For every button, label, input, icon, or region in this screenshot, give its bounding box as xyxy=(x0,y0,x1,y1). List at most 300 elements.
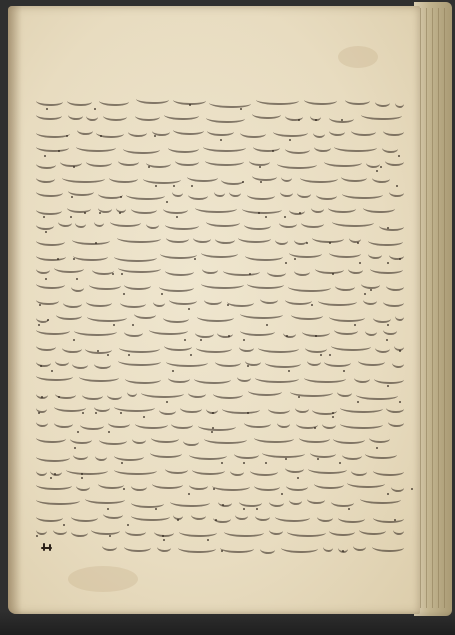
ink-word xyxy=(249,156,271,166)
ink-word xyxy=(373,466,404,476)
ink-word xyxy=(187,172,218,182)
ink-word xyxy=(338,513,365,523)
manuscript-line xyxy=(36,400,404,414)
ink-word xyxy=(239,497,262,507)
ink-word xyxy=(192,465,226,475)
ink-word xyxy=(277,418,290,428)
ink-word xyxy=(369,433,390,443)
ink-word xyxy=(36,279,65,289)
manuscript-line xyxy=(36,307,404,321)
manuscript-line xyxy=(36,200,404,214)
ink-word xyxy=(288,282,330,292)
ink-word xyxy=(235,510,248,520)
ink-word xyxy=(80,420,104,430)
ink-word xyxy=(255,373,299,383)
ink-word xyxy=(342,189,382,199)
ink-word xyxy=(203,142,246,152)
manuscript-line xyxy=(36,430,404,444)
ink-word xyxy=(95,451,107,461)
ink-word xyxy=(250,466,278,476)
manuscript-line xyxy=(36,261,404,275)
ink-word xyxy=(289,495,302,505)
ink-word xyxy=(36,159,56,169)
ink-word xyxy=(349,233,361,243)
ink-word xyxy=(209,98,251,108)
ink-word xyxy=(363,203,394,213)
ink-word xyxy=(196,343,232,353)
ink-word xyxy=(131,511,169,521)
ink-word xyxy=(124,327,143,337)
ink-word xyxy=(286,481,308,491)
ink-word xyxy=(239,342,254,352)
manuscript-line xyxy=(36,492,404,506)
ink-word xyxy=(166,357,208,367)
ink-word xyxy=(53,525,67,535)
ink-word xyxy=(89,280,120,290)
ink-word xyxy=(36,128,70,138)
ink-word xyxy=(304,95,337,105)
ink-word xyxy=(224,527,264,537)
ink-word xyxy=(36,251,66,261)
ink-word xyxy=(234,449,258,459)
ink-word xyxy=(193,233,211,243)
ink-word xyxy=(201,248,238,258)
ink-word xyxy=(354,373,370,383)
manuscript-line xyxy=(36,523,404,537)
ink-word xyxy=(58,217,73,227)
ink-word xyxy=(36,313,49,323)
ink-word xyxy=(313,128,326,138)
ink-word xyxy=(54,418,73,428)
ink-word xyxy=(67,96,92,106)
ink-word xyxy=(36,96,63,106)
ink-word xyxy=(66,465,109,475)
ink-word xyxy=(141,388,184,398)
ink-word xyxy=(373,513,404,523)
scan-shadow xyxy=(0,611,455,635)
manuscript-line xyxy=(36,123,404,137)
ink-word xyxy=(206,113,245,123)
ink-word xyxy=(317,512,333,522)
manuscript-line xyxy=(36,107,404,121)
ink-word xyxy=(114,465,157,475)
manuscript-line xyxy=(36,215,404,229)
ink-word xyxy=(36,417,48,427)
ink-word xyxy=(318,296,356,306)
ink-word xyxy=(50,466,62,476)
ink-word xyxy=(248,386,282,396)
ink-word xyxy=(365,326,377,336)
ink-word xyxy=(124,542,151,552)
ink-word xyxy=(395,98,404,108)
ink-word xyxy=(36,525,47,535)
ink-word xyxy=(389,250,404,260)
ink-word xyxy=(159,282,194,292)
manuscript-line xyxy=(36,169,404,183)
manuscript-line xyxy=(36,369,404,383)
ink-word xyxy=(36,110,62,120)
ink-word xyxy=(71,527,88,537)
ink-word xyxy=(256,95,298,105)
ink-word xyxy=(72,359,88,369)
ink-word xyxy=(206,217,240,227)
ink-word xyxy=(36,371,73,381)
ink-word xyxy=(395,311,404,321)
ink-word xyxy=(301,218,324,228)
ink-word xyxy=(269,497,285,507)
manuscript-line xyxy=(36,461,404,475)
ink-word xyxy=(334,142,377,152)
ink-word xyxy=(170,497,210,507)
ink-word xyxy=(279,218,297,228)
ink-word xyxy=(72,235,110,245)
manuscript-line xyxy=(36,476,404,490)
ink-word xyxy=(36,466,47,476)
ink-word xyxy=(125,526,146,536)
ink-word xyxy=(329,113,355,123)
ink-word xyxy=(245,356,261,366)
ink-word xyxy=(314,479,344,489)
ink-word xyxy=(76,481,90,491)
ink-word xyxy=(74,326,117,336)
manuscript-line xyxy=(36,184,404,198)
ink-word xyxy=(173,125,204,135)
ink-word xyxy=(131,481,146,491)
ink-word xyxy=(323,542,333,552)
ink-word xyxy=(131,204,156,214)
ink-word xyxy=(245,251,282,261)
ink-word xyxy=(82,390,103,400)
ink-word xyxy=(60,157,82,167)
ink-word xyxy=(361,110,401,120)
ink-word xyxy=(294,266,310,276)
ink-word xyxy=(220,543,254,553)
ink-word xyxy=(124,280,151,290)
ink-word xyxy=(308,464,348,474)
ink-word xyxy=(331,497,354,507)
ink-word xyxy=(165,464,188,474)
ink-word xyxy=(312,233,344,243)
ink-word xyxy=(289,248,322,258)
ink-word xyxy=(358,356,384,366)
ink-word xyxy=(102,541,117,551)
ink-word xyxy=(329,312,365,322)
ink-word xyxy=(94,402,110,412)
ink-word xyxy=(383,297,404,307)
manuscript-line xyxy=(36,353,404,367)
ink-word xyxy=(54,402,87,412)
ink-word xyxy=(289,205,305,215)
manuscript-line xyxy=(36,246,404,260)
ink-word xyxy=(212,481,250,491)
ink-word xyxy=(165,266,195,276)
ink-word xyxy=(332,217,374,227)
ink-word xyxy=(314,142,331,152)
ink-word xyxy=(345,95,370,105)
ink-word xyxy=(267,267,286,277)
ink-word xyxy=(218,497,232,507)
ink-word xyxy=(215,234,234,244)
ink-word xyxy=(391,482,404,492)
ink-word xyxy=(222,404,260,414)
ink-word xyxy=(194,374,231,384)
ink-word xyxy=(329,248,362,258)
ink-word xyxy=(135,419,168,429)
ink-word xyxy=(307,494,325,504)
ink-word xyxy=(98,479,124,489)
ink-word xyxy=(125,374,161,384)
ink-word xyxy=(188,388,206,398)
ink-word xyxy=(334,325,358,335)
ink-word xyxy=(197,312,234,322)
ink-word xyxy=(340,419,383,429)
ink-word xyxy=(118,356,161,366)
ink-word xyxy=(260,294,278,304)
ink-word xyxy=(36,173,55,183)
ink-word xyxy=(164,110,199,120)
ink-word xyxy=(204,434,247,444)
ink-word xyxy=(201,279,244,289)
ink-word xyxy=(373,313,391,323)
ink-word xyxy=(85,344,111,354)
ink-word xyxy=(36,433,66,443)
ink-word xyxy=(275,235,288,245)
ink-word xyxy=(136,94,168,104)
ink-word xyxy=(310,448,337,458)
ink-word xyxy=(281,543,318,553)
ink-word xyxy=(68,110,83,120)
ink-word xyxy=(281,172,293,182)
ink-word xyxy=(324,357,350,367)
ink-word xyxy=(36,205,62,215)
ink-word xyxy=(168,373,190,383)
ink-word xyxy=(134,309,156,319)
ink-word xyxy=(341,172,367,182)
ink-word xyxy=(290,387,333,397)
ink-word xyxy=(67,203,91,213)
ink-word xyxy=(36,480,72,490)
ink-word xyxy=(315,264,345,274)
ink-word xyxy=(342,450,363,460)
ink-word xyxy=(333,434,365,444)
ink-word xyxy=(348,264,363,274)
ink-word xyxy=(368,236,402,246)
ink-word xyxy=(240,326,275,336)
ink-word xyxy=(242,204,283,214)
binding-gutter xyxy=(8,6,22,614)
ink-word xyxy=(273,127,307,137)
ink-word xyxy=(305,343,327,353)
ink-word xyxy=(392,358,404,368)
ink-word xyxy=(109,173,138,183)
ink-word xyxy=(285,463,304,473)
ink-word xyxy=(340,403,384,413)
ink-word xyxy=(280,187,293,197)
ink-word xyxy=(73,251,108,261)
ink-word xyxy=(247,190,275,200)
ink-word xyxy=(262,448,306,458)
ink-word xyxy=(229,187,241,197)
ink-word xyxy=(149,325,188,335)
ink-word xyxy=(360,494,402,504)
ink-word xyxy=(117,233,161,243)
manuscript-page xyxy=(8,6,420,614)
ink-word xyxy=(215,357,241,367)
ink-word xyxy=(227,297,254,307)
ink-word xyxy=(329,526,355,536)
ink-word xyxy=(237,372,251,382)
ink-word xyxy=(207,126,233,136)
ink-word xyxy=(114,451,145,461)
ink-word xyxy=(205,156,244,166)
ink-word xyxy=(351,466,367,476)
ink-word xyxy=(300,173,338,183)
ink-word xyxy=(36,264,50,274)
ink-word xyxy=(159,405,175,415)
ink-word xyxy=(329,126,345,136)
ink-word xyxy=(166,233,189,243)
ink-word xyxy=(180,403,202,413)
manuscript-line xyxy=(36,507,404,521)
ink-word xyxy=(291,310,323,320)
ink-word xyxy=(375,343,391,353)
ink-word xyxy=(87,312,127,322)
ink-word xyxy=(277,159,317,169)
ink-word xyxy=(311,203,324,213)
ink-word xyxy=(165,220,199,230)
ink-word xyxy=(168,143,200,153)
ink-word xyxy=(91,525,120,535)
ink-word xyxy=(268,404,291,414)
ink-word xyxy=(36,495,80,505)
handwritten-text-block xyxy=(36,92,404,552)
ink-word xyxy=(365,449,397,459)
ink-word xyxy=(108,418,129,428)
manuscript-line xyxy=(36,230,404,244)
ink-word xyxy=(36,325,70,335)
ink-word xyxy=(163,204,188,214)
ink-word xyxy=(370,264,404,274)
ink-word xyxy=(119,343,160,353)
ink-word xyxy=(244,418,271,428)
ink-word xyxy=(77,125,93,135)
ink-word xyxy=(254,481,280,491)
ink-word xyxy=(260,544,275,554)
ink-word xyxy=(114,402,155,412)
ink-word xyxy=(56,310,82,320)
ink-word xyxy=(54,263,84,273)
ink-word xyxy=(324,157,361,167)
ink-word xyxy=(103,509,124,519)
manuscript-line xyxy=(36,292,404,306)
ink-word xyxy=(99,435,126,445)
ink-word xyxy=(363,295,378,305)
ink-word xyxy=(221,175,244,185)
ink-word xyxy=(359,525,386,535)
ink-word xyxy=(86,297,112,307)
ink-word xyxy=(353,541,366,551)
ink-word xyxy=(163,313,189,323)
ink-word xyxy=(299,433,329,443)
ink-word xyxy=(331,341,371,351)
ink-word xyxy=(103,111,128,121)
ink-word xyxy=(36,357,51,367)
ink-word xyxy=(175,156,198,166)
ink-word xyxy=(275,512,311,522)
ink-word xyxy=(146,219,159,229)
ink-word xyxy=(189,450,228,460)
ink-word xyxy=(287,527,326,537)
ink-word xyxy=(223,266,260,276)
ink-word xyxy=(202,264,218,274)
manuscript-line xyxy=(36,446,404,460)
ink-word xyxy=(374,374,404,384)
ink-word xyxy=(258,343,300,353)
ink-word xyxy=(372,173,390,183)
ink-word xyxy=(36,341,56,351)
ink-word xyxy=(92,265,114,275)
ink-word xyxy=(252,109,281,119)
ink-word xyxy=(195,328,213,338)
ink-word xyxy=(71,282,84,292)
ink-word xyxy=(135,111,160,121)
manuscript-line xyxy=(36,138,404,152)
ink-word xyxy=(386,281,404,291)
ink-word xyxy=(131,498,164,508)
manuscript-line xyxy=(36,277,404,291)
ink-word xyxy=(230,466,244,476)
ink-word xyxy=(75,218,86,228)
marginal-note xyxy=(40,542,54,554)
ink-word xyxy=(55,356,69,366)
ink-word xyxy=(385,156,404,166)
ink-word xyxy=(372,542,404,552)
ink-word xyxy=(255,511,270,521)
ink-word xyxy=(388,417,404,427)
ink-word xyxy=(132,434,146,444)
ink-word xyxy=(366,158,381,168)
ink-word xyxy=(70,434,92,444)
ink-word xyxy=(36,187,63,197)
ink-word xyxy=(213,513,231,523)
ink-word xyxy=(356,390,398,400)
ink-word xyxy=(143,174,181,184)
manuscript-line xyxy=(36,415,404,429)
ink-word xyxy=(94,359,111,369)
ink-word xyxy=(294,235,307,245)
ink-word xyxy=(269,525,283,535)
ink-word xyxy=(36,220,54,230)
ink-word xyxy=(244,220,271,230)
ink-word xyxy=(347,478,386,488)
ink-word xyxy=(322,419,336,429)
ink-word xyxy=(337,387,352,397)
ink-word xyxy=(254,433,294,443)
ink-word xyxy=(123,144,160,154)
ink-word xyxy=(85,494,125,504)
ink-word xyxy=(169,295,197,305)
ink-word xyxy=(150,448,182,458)
ink-word xyxy=(204,295,222,305)
ink-word xyxy=(172,187,183,197)
ink-word xyxy=(71,512,98,522)
ink-word xyxy=(285,295,313,305)
ink-word xyxy=(160,249,197,259)
ink-word xyxy=(36,236,65,246)
ink-word xyxy=(368,249,382,259)
ink-word xyxy=(36,512,63,522)
ink-word xyxy=(383,325,397,335)
